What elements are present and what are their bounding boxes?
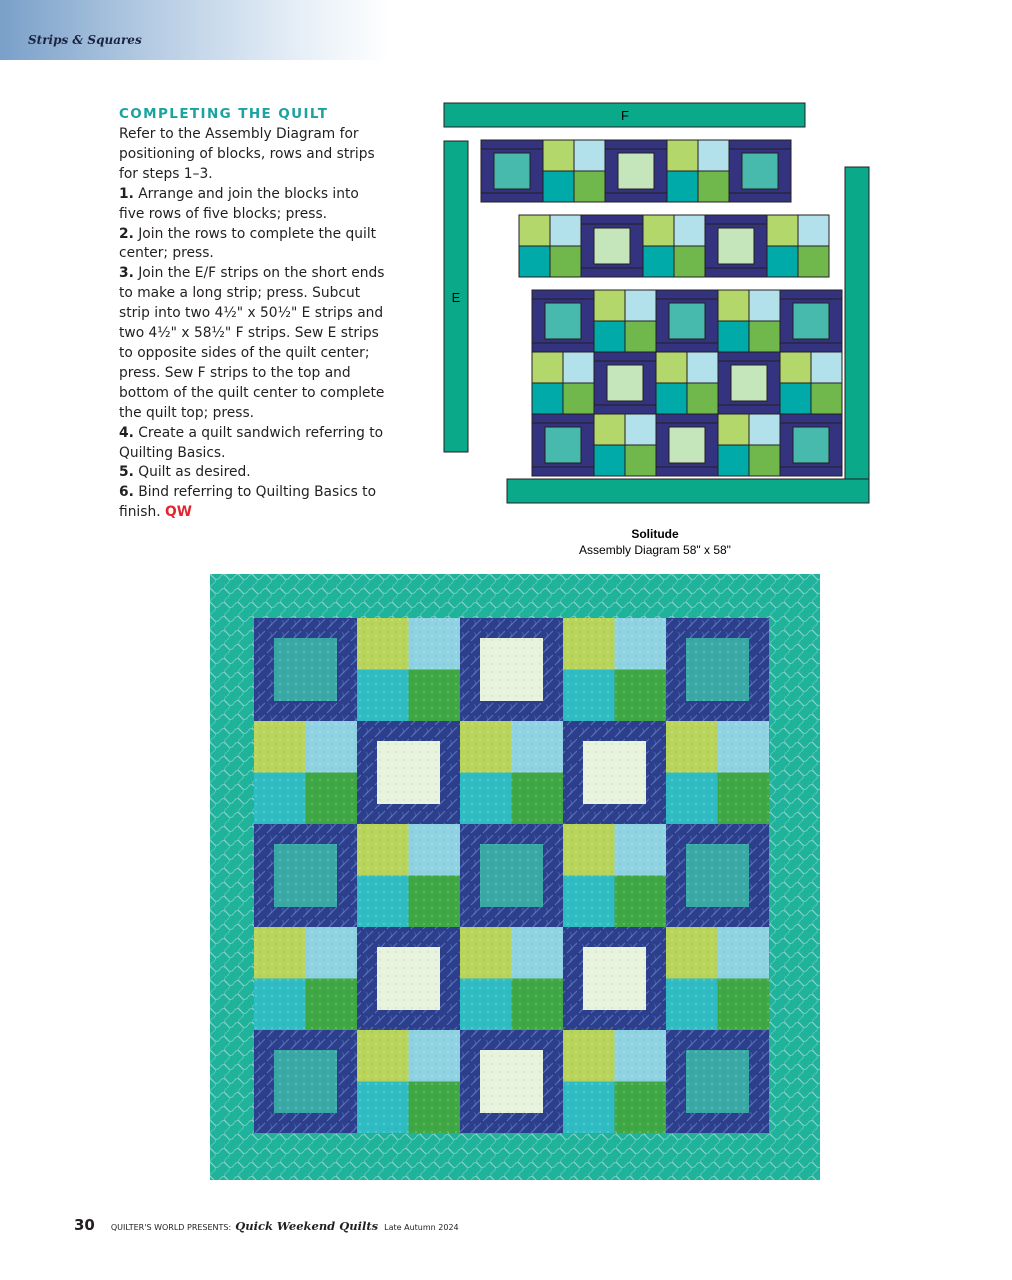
step-text: Arrange and join the blocks into five rows of five blocks; press. bbox=[119, 185, 359, 222]
four-patch-block bbox=[532, 352, 594, 414]
footer-magazine: Quick Weekend Quilts bbox=[235, 1219, 379, 1233]
four-patch-block bbox=[718, 290, 780, 352]
step-text: Create a quilt sandwich referring to Quilting Basics. bbox=[119, 424, 384, 461]
quilt-four-patch-block bbox=[254, 721, 357, 824]
quilt-four-patch-block bbox=[666, 927, 769, 1030]
step-number: 6. bbox=[119, 484, 134, 501]
f-strip-bottom bbox=[507, 479, 869, 503]
quilt-blocks bbox=[254, 618, 769, 1133]
quilt-frame-block bbox=[254, 618, 357, 721]
section-title: Strips & Squares bbox=[28, 33, 142, 47]
quilt-frame-block bbox=[666, 1030, 769, 1133]
frame-block bbox=[532, 414, 594, 476]
frame-block bbox=[705, 215, 767, 277]
four-patch-block bbox=[543, 140, 605, 202]
quilt-frame-block bbox=[460, 1030, 563, 1133]
step-number: 4. bbox=[119, 424, 134, 441]
frame-block bbox=[605, 140, 667, 202]
caption-title: Solitude bbox=[631, 527, 679, 541]
frame-block bbox=[594, 352, 656, 414]
end-mark: QW bbox=[164, 504, 192, 521]
footer-presents: QUILTER'S WORLD PRESENTS: bbox=[110, 1223, 232, 1232]
caption-subtitle: Assembly Diagram 58" x 58" bbox=[579, 543, 731, 557]
frame-block bbox=[729, 140, 791, 202]
quilt-frame-block bbox=[254, 1030, 357, 1133]
step-text: Quilt as desired. bbox=[138, 464, 251, 481]
quilt-frame-block bbox=[666, 618, 769, 721]
four-patch-block bbox=[519, 215, 581, 277]
step-text: Bind referring to Quilting Basics to finish. bbox=[119, 484, 377, 521]
page-number: 30 bbox=[74, 1216, 95, 1234]
step-2 bbox=[119, 225, 387, 265]
four-patch-block bbox=[656, 352, 718, 414]
quilt-frame-block bbox=[254, 824, 357, 927]
quilt-four-patch-block bbox=[563, 618, 666, 721]
quilt-four-patch-block bbox=[357, 618, 460, 721]
frame-block bbox=[780, 414, 842, 476]
step-3 bbox=[119, 264, 387, 423]
step-number: 3. bbox=[119, 265, 134, 282]
frame-block bbox=[532, 290, 594, 352]
frame-block bbox=[718, 352, 780, 414]
frame-block bbox=[481, 140, 543, 202]
quilt-frame-block bbox=[460, 618, 563, 721]
four-patch-block bbox=[594, 414, 656, 476]
four-patch-block bbox=[718, 414, 780, 476]
frame-block bbox=[581, 215, 643, 277]
step-1 bbox=[119, 185, 387, 225]
instructions-intro: Refer to the Assembly Diagram for positioning of blocks, rows and strips for steps 1–3. bbox=[119, 126, 375, 182]
e-strip-right bbox=[845, 167, 869, 479]
assembly-diagram bbox=[440, 98, 874, 508]
step-text: Join the rows to complete the quilt center; press. bbox=[119, 225, 377, 262]
quilt-photo bbox=[206, 570, 824, 1184]
quilt-four-patch-block bbox=[460, 927, 563, 1030]
frame-block bbox=[656, 290, 718, 352]
four-patch-block bbox=[780, 352, 842, 414]
footer-issue: Late Autumn 2024 bbox=[384, 1223, 459, 1232]
quilt-four-patch-block bbox=[563, 1030, 666, 1133]
four-patch-block bbox=[643, 215, 705, 277]
step-4 bbox=[119, 424, 387, 464]
e-strip-label: E bbox=[451, 290, 461, 305]
quilt-frame-block bbox=[460, 824, 563, 927]
quilt-four-patch-block bbox=[563, 824, 666, 927]
step-text: Join the E/F strips on the short ends to make a long strip; press. Subcut strip into two 4½" x 50½" E strips and two 4½" x 58½" F strips. Sew E strips to opposite sides of the quilt center; press. Sew F strips to the top and bottom of the quilt center to complete the quilt top; press. bbox=[119, 265, 385, 421]
diagram-blocks bbox=[481, 140, 842, 476]
instructions bbox=[119, 106, 387, 523]
four-patch-block bbox=[767, 215, 829, 277]
step-number: 2. bbox=[119, 225, 134, 242]
step-number: 1. bbox=[119, 185, 134, 202]
quilt-four-patch-block bbox=[254, 927, 357, 1030]
quilt-frame-block bbox=[357, 927, 460, 1030]
step-6 bbox=[119, 483, 387, 523]
f-strip-label: F bbox=[621, 108, 629, 123]
quilt-frame-block bbox=[666, 824, 769, 927]
quilt-four-patch-block bbox=[666, 721, 769, 824]
header-band bbox=[0, 0, 390, 60]
step-number: 5. bbox=[119, 464, 134, 481]
diagram-caption bbox=[540, 526, 770, 558]
four-patch-block bbox=[667, 140, 729, 202]
four-patch-block bbox=[594, 290, 656, 352]
frame-block bbox=[656, 414, 718, 476]
page-footer bbox=[74, 1216, 459, 1236]
frame-block bbox=[780, 290, 842, 352]
quilt-frame-block bbox=[563, 721, 666, 824]
step-5 bbox=[119, 463, 387, 483]
instructions-heading: COMPLETING THE QUILT bbox=[119, 106, 329, 122]
quilt-frame-block bbox=[563, 927, 666, 1030]
quilt-frame-block bbox=[357, 721, 460, 824]
quilt-four-patch-block bbox=[357, 1030, 460, 1133]
quilt-four-patch-block bbox=[357, 824, 460, 927]
quilt-four-patch-block bbox=[460, 721, 563, 824]
